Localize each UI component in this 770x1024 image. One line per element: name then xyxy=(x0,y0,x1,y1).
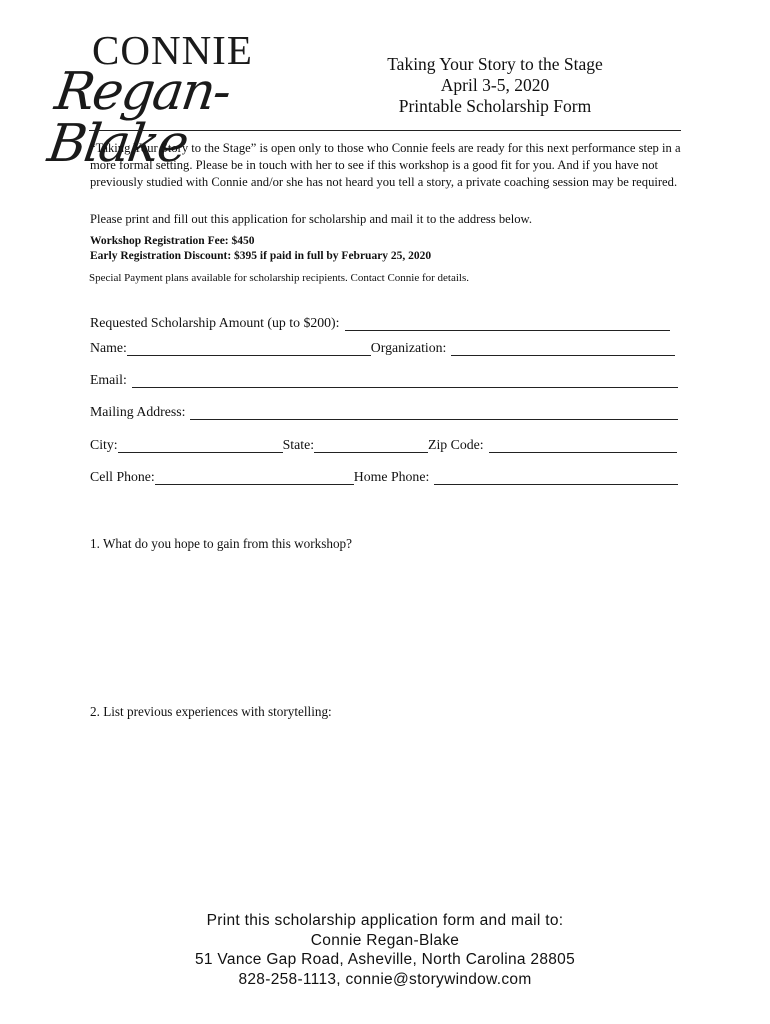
workshop-dates: April 3-5, 2020 xyxy=(440,75,550,95)
page-header xyxy=(330,54,660,117)
footer-instruction: Print this scholarship application form and mail to: xyxy=(206,912,564,929)
home-field[interactable] xyxy=(434,470,678,485)
question-2: 2. List previous experiences with storytelling: xyxy=(90,704,332,719)
amount-label: Requested Scholarship Amount (up to $200): xyxy=(90,315,340,330)
state-label: State: xyxy=(282,437,315,452)
email-field[interactable] xyxy=(132,373,678,388)
city-field[interactable] xyxy=(118,438,283,453)
logo-connie: CONNIE xyxy=(92,27,253,73)
form-subtitle: Printable Scholarship Form xyxy=(398,96,592,116)
footer-name: Connie Regan-Blake xyxy=(310,931,460,949)
logo-regan-blake: Regan-Blake xyxy=(44,62,234,174)
name-field[interactable] xyxy=(127,341,371,356)
footer-contact: 828-258-1113, connie@storywindow.com xyxy=(238,970,532,988)
zip-label: Zip Code: xyxy=(428,437,484,452)
home-label: Home Phone: xyxy=(353,469,430,484)
name-row xyxy=(90,340,675,356)
early-discount: Early Registration Discount: $395 if paid in full by February 25, 2020 xyxy=(90,250,432,262)
state-field[interactable] xyxy=(314,438,428,453)
logo xyxy=(44,27,302,174)
amount-field[interactable] xyxy=(345,316,670,331)
mailing-footer xyxy=(150,911,620,989)
question-1: 1. What do you hope to gain from this workshop? xyxy=(90,536,353,551)
special-payment-note: Special Payment plans available for scholarship recipients. Contact Connie for details. xyxy=(89,272,470,284)
instruction-paragraph: Please print and fill out this application for scholarship and mail it to the address below. xyxy=(90,212,532,226)
header-divider xyxy=(89,130,681,131)
city-row xyxy=(90,437,677,453)
city-label: City: xyxy=(90,437,118,452)
organization-label: Organization: xyxy=(370,340,447,355)
intro-paragraph: “Taking Your Story to the Stage” is open only to those who Connie feels are ready for this next performance step in a more formal setting. Please be in touch with her to see if this workshop is a good fit for you. And if you have not previously studied with Connie and/or she has not heard you tell a story, a private coaching session may be required. xyxy=(90,141,681,189)
fees-block xyxy=(90,234,431,264)
cell-field[interactable] xyxy=(155,470,354,485)
footer-address: 51 Vance Gap Road, Asheville, North Carolina 28805 xyxy=(194,951,576,968)
mailing-row xyxy=(90,404,678,420)
workshop-title: Taking Your Story to the Stage xyxy=(387,54,603,74)
amount-row xyxy=(90,315,670,331)
name-label: Name: xyxy=(90,340,127,355)
mailing-field[interactable] xyxy=(190,405,678,420)
cell-label: Cell Phone: xyxy=(90,469,155,484)
zip-field[interactable] xyxy=(489,438,677,453)
phone-row xyxy=(90,469,678,485)
organization-field[interactable] xyxy=(451,341,675,356)
mailing-label: Mailing Address: xyxy=(90,404,186,419)
registration-fee: Workshop Registration Fee: $450 xyxy=(90,235,255,247)
email-label: Email: xyxy=(90,372,127,387)
email-row xyxy=(90,372,678,388)
